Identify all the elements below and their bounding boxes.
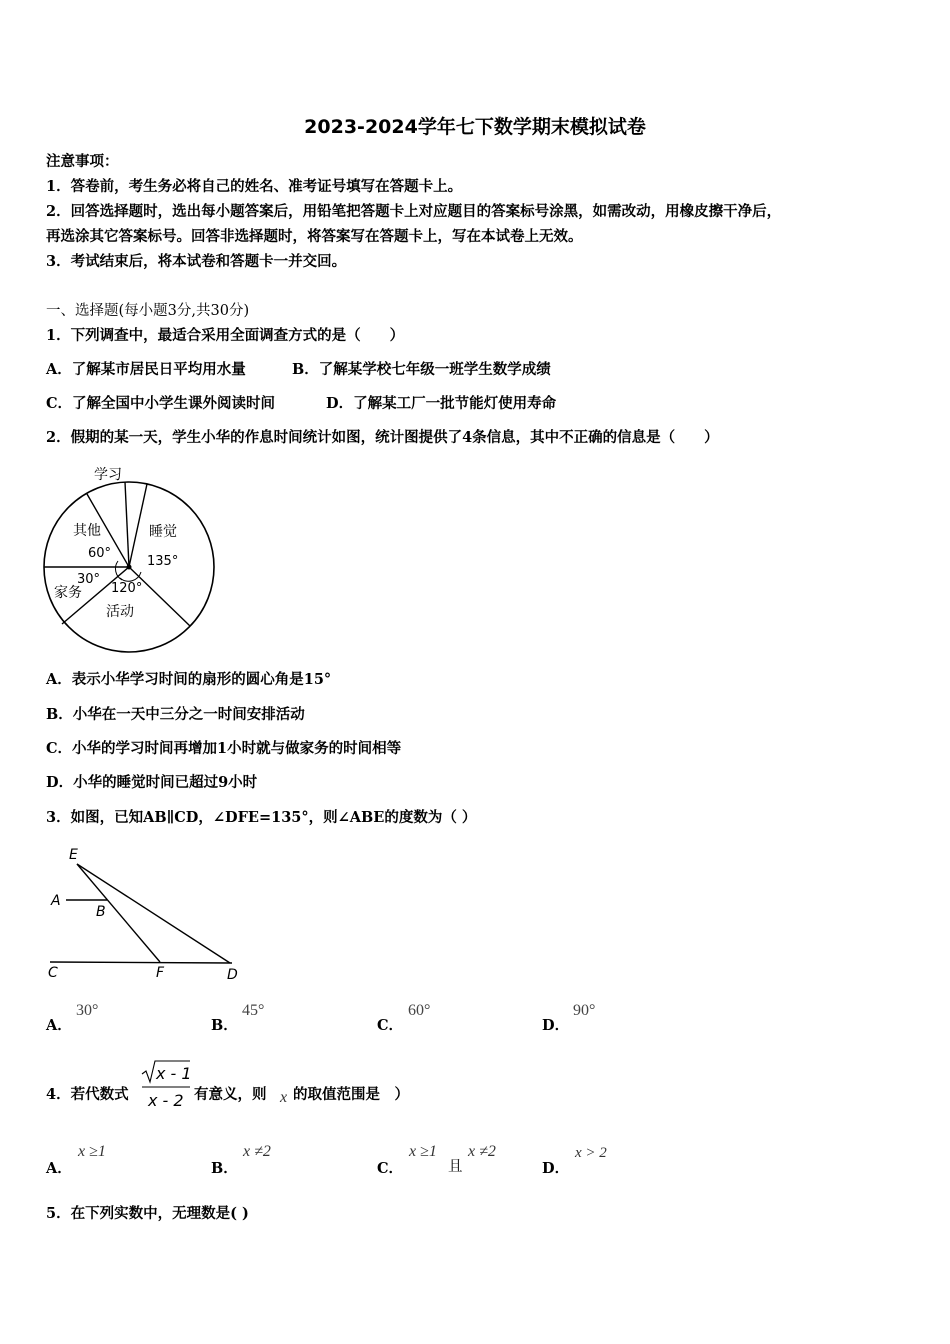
q5-stem: 5．在下列实数中，无理数是( ) bbox=[46, 1205, 249, 1222]
point-label-b: B bbox=[96, 904, 106, 920]
q4-option-c-value-2: x ≠2 bbox=[468, 1143, 496, 1160]
q4-variable: x bbox=[280, 1089, 288, 1106]
q3-option-a-letter: A． bbox=[46, 1017, 72, 1034]
point-label-d: D bbox=[227, 967, 238, 983]
label-other: 其他 bbox=[73, 523, 101, 539]
q1-stem: 1．下列调查中，最适合采用全面调查方式的是（ ） bbox=[46, 327, 405, 344]
q4-option-d-value: x > 2 bbox=[575, 1145, 607, 1161]
label-housework: 家务 bbox=[54, 585, 82, 601]
pie-divider-study-left bbox=[125, 482, 129, 567]
fraction-denominator: x - 2 bbox=[148, 1091, 184, 1110]
q3-option-b-letter: B． bbox=[211, 1017, 238, 1034]
q1-option-c: C．了解全国中小学生课外阅读时间 bbox=[46, 395, 276, 412]
notice-line-2a: 2．回答选择题时，选出每小题答案后，用铅笔把答题卡上对应题目的答案标号涂黑，如需改动，用橡皮擦干净后， bbox=[46, 203, 782, 220]
q4-stem-prefix: 4．若代数式 bbox=[46, 1086, 129, 1103]
q3-option-d-letter: D． bbox=[542, 1017, 570, 1034]
q3-stem: 3．如图，已知AB∥CD，∠DFE=135°，则∠ABE的度数为（ ） bbox=[46, 809, 477, 826]
q3-option-b-value: 45° bbox=[242, 1002, 265, 1019]
pie-divider-sleep-activity bbox=[129, 567, 190, 626]
q4-option-b-value: x ≠2 bbox=[243, 1143, 271, 1160]
label-angle-other: 60° bbox=[88, 546, 112, 561]
q4-option-c-and: 且 bbox=[448, 1159, 463, 1175]
q3-option-d-value: 90° bbox=[573, 1002, 596, 1019]
line-EF bbox=[77, 864, 160, 962]
q2-option-b: B．小华在一天中三分之一时间安排活动 bbox=[46, 706, 305, 723]
q2-option-d: D．小华的睡觉时间已超过9小时 bbox=[46, 774, 258, 791]
q3-option-c-value: 60° bbox=[408, 1002, 431, 1019]
label-angle-sleep: 135° bbox=[147, 554, 179, 569]
notice-line-2b: 再选涂其它答案标号。回答非选择题时，将答案写在答题卡上，写在本试卷上无效。 bbox=[46, 228, 583, 245]
q4-fraction-expression bbox=[138, 1058, 194, 1114]
notice-line-1: 1．答卷前，考生务必将自己的姓名、准考证号填写在答题卡上。 bbox=[46, 178, 463, 195]
q3-option-a-value: 30° bbox=[76, 1002, 99, 1019]
q4-stem-suffix: 的取值范围是 ） bbox=[293, 1086, 409, 1103]
point-label-f: F bbox=[156, 965, 165, 981]
q1-option-d: D．了解某工厂一批节能灯使用寿命 bbox=[326, 395, 557, 412]
section-heading: 一、选择题(每小题3分,共30分) bbox=[46, 303, 250, 319]
q4-option-a-letter: A． bbox=[46, 1160, 72, 1177]
q4-option-b-letter: B． bbox=[211, 1160, 238, 1177]
label-study: 学习 bbox=[94, 467, 122, 483]
pie-center bbox=[127, 565, 132, 570]
point-label-c: C bbox=[48, 965, 58, 981]
label-activity: 活动 bbox=[106, 604, 134, 620]
q4-option-a-value: x ≥1 bbox=[78, 1143, 106, 1160]
q2-option-a: A．表示小华学习时间的扇形的圆心角是15° bbox=[46, 671, 332, 688]
label-angle-housework: 30° bbox=[77, 572, 101, 587]
q2-stem: 2．假期的某一天，学生小华的作息时间统计如图，统计图提供了4条信息，其中不正确的信息是（ ） bbox=[46, 429, 719, 446]
point-label-e: E bbox=[69, 847, 78, 863]
page-title: 2023-2024学年七下数学期末模拟试卷 bbox=[304, 116, 646, 138]
fraction-numerator: x - 1 bbox=[156, 1064, 192, 1083]
pie-divider-study-right bbox=[129, 484, 147, 567]
label-sleep: 睡觉 bbox=[149, 524, 177, 540]
q2-pie-figure bbox=[40, 460, 225, 660]
point-label-a: A bbox=[51, 893, 61, 909]
q4-option-d-letter: D． bbox=[542, 1160, 570, 1177]
q3-option-c-letter: C． bbox=[377, 1017, 404, 1034]
label-angle-activity: 120° bbox=[111, 581, 143, 596]
q1-option-a: A．了解某市居民日平均用水量 bbox=[46, 361, 246, 378]
q4-option-c-value-1: x ≥1 bbox=[409, 1143, 437, 1160]
notice-heading: 注意事项： bbox=[46, 153, 119, 170]
line-CD bbox=[50, 962, 232, 963]
q4-stem-middle: 有意义，则 bbox=[194, 1086, 267, 1103]
q4-option-c-letter: C． bbox=[377, 1160, 404, 1177]
angle-arc-bottom bbox=[120, 572, 141, 581]
q3-geometry-figure bbox=[40, 842, 250, 987]
q2-option-c: C．小华的学习时间再增加1小时就与做家务的时间相等 bbox=[46, 740, 402, 757]
q1-option-b: B．了解某学校七年级一班学生数学成绩 bbox=[292, 361, 551, 378]
notice-line-3: 3．考试结束后，将本试卷和答题卡一并交回。 bbox=[46, 253, 347, 270]
